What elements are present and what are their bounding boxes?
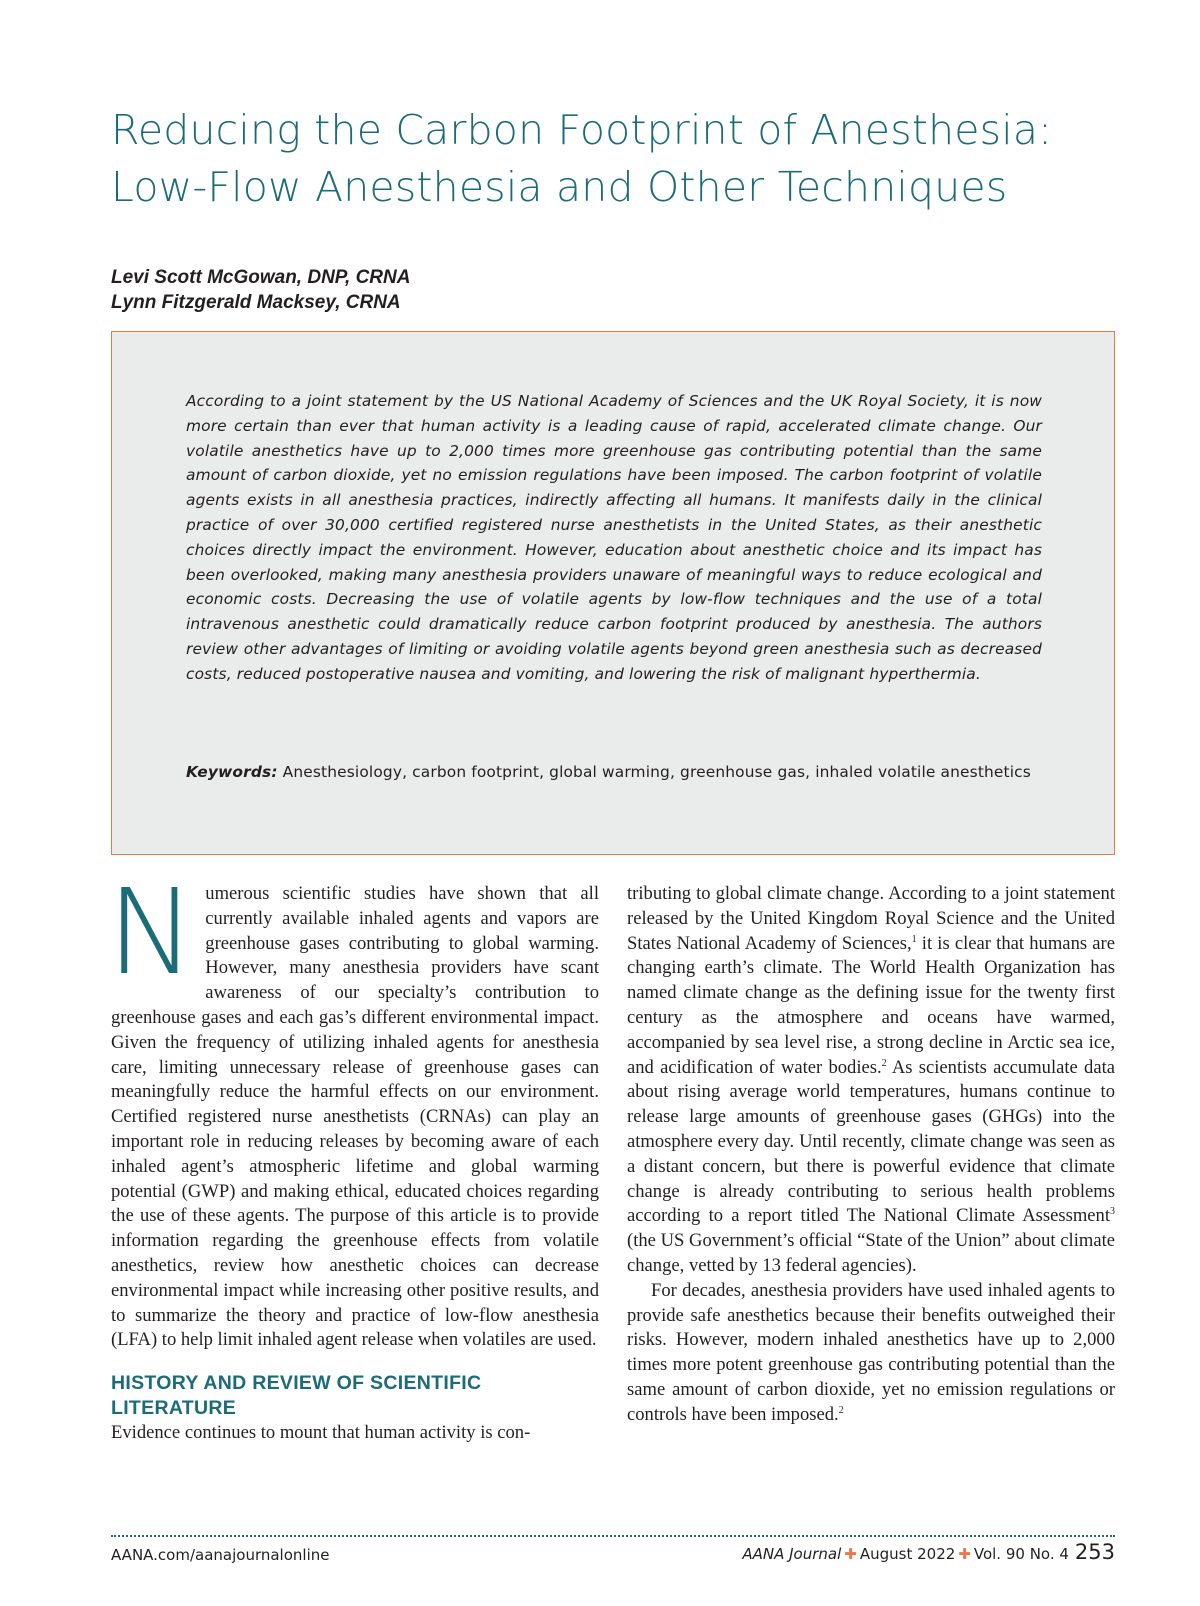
footer-citation bbox=[742, 1539, 1115, 1567]
footer-divider bbox=[111, 1535, 1115, 1537]
citation-ref[interactable]: 3 bbox=[1110, 1206, 1115, 1218]
drop-cap: N bbox=[107, 863, 196, 1001]
section-first-line: Evidence continues to mount that human activity is con- bbox=[111, 1422, 531, 1444]
citation-ref[interactable]: 1 bbox=[911, 933, 917, 945]
body-column-left bbox=[107, 863, 599, 1446]
keywords bbox=[186, 760, 1042, 785]
section-heading: HISTORY AND REVIEW OF SCIENTIFIC LITERATURE bbox=[111, 1372, 482, 1420]
body-column-right bbox=[627, 882, 1115, 1428]
intro-text: umerous scientific studies have shown that all currently available inhaled agents and vapors are greenhouse gases contributing to global warming. However, many anesthesia providers have scant awareness of our specialty’s contribution to greenhouse gases and each gas’s different environmental impact. Given the frequency of utilizing inhaled agents for anesthesia care, limiting unnecessary release of greenhouse gases can meaningfully reduce the harmful effects on our environment. Certified registered nurse anesthetists (CRNAs) can play an important role in reducing releases by becoming aware of each inhaled agent’s atmospheric lifetime and global warming potential (GWP) and making ethical, educated choices regarding the use of these agents. The purpose of this article is to provide information regarding the greenhouse effects from volatile anesthetics, review how anesthetic choices can decrease environmental impact while increasing other positive results, and to summarize the theory and practice of low-flow anesthesia (LFA) to help limit inhaled agent release when volatiles are used. bbox=[111, 883, 599, 1351]
body-text: As scientists accumulate data about rising average world temperatures, humans continue to release large amounts of greenhouse gases (GHGs) into the atmosphere every day. Until recently, climate change was seen as a distant concern, but there is powerful evidence that climate change is already contributing to serious health problems according to a report titled The National Climate Assessment bbox=[627, 1056, 1115, 1227]
abstract-text: According to a joint statement by the US National Academy of Sciences and the UK Royal Society, it is now more certain than ever that human activity is a leading cause of rapid, accelerated climate change. Our volatile anesthetics have up to 2,000 times more greenhouse gas contributing potential than the same amount of carbon dioxide, yet no emission regulations have been imposed. The carbon footprint of volatile agents exists in all anesthesia practices, indirectly affecting all humans. It manifests daily in the clinical practice of over 30,000 certified registered nurse anesthetists in the United States, as their anesthetic choices directly impact the environment. However, education about anesthetic choice and its impact has been overlooked, making many anesthesia providers unaware of meaningful ways to reduce ecological and economic costs. Decreasing the use of volatile agents by low-flow techniques and the use of a total intravenous anesthetic could dramatically reduce carbon footprint produced by anesthesia. The authors review other advantages of limiting or avoiding volatile agents beyond green anesthesia such as decreased costs, reduced postoperative nausea and vomiting, and lowering the risk of malignant hyperthermia. bbox=[186, 392, 1042, 683]
citation-ref[interactable]: 2 bbox=[838, 1404, 844, 1416]
intro-paragraph bbox=[107, 863, 599, 1353]
body-text: it is clear that humans are changing earth’s climate. The World Health Organization has named climate change as the defining issue for the twenty first century as the atmosphere and oceans have warmed, accompanied by sea level rise, a strong decline in Arctic sea ice, and acidification of water bodies. bbox=[627, 932, 1115, 1078]
author-name: Levi Scott McGowan, DNP, CRNA bbox=[111, 267, 411, 288]
title-line-1: Reducing the Carbon Footprint of Anesthesia: bbox=[111, 106, 1053, 154]
body-text: (the US Government’s official “State of the Union” about climate change, vetted by 13 federal agencies). bbox=[627, 1230, 1115, 1276]
citation-ref[interactable]: 2 bbox=[881, 1057, 887, 1069]
author-name: Lynn Fitzgerald Macksey, CRNA bbox=[111, 292, 401, 313]
body-paragraph bbox=[627, 882, 1115, 1279]
author-list bbox=[111, 265, 410, 315]
issue-date: August 2022 bbox=[859, 1545, 956, 1563]
journal-url[interactable]: AANA.com/aanajournalonline bbox=[111, 1546, 330, 1564]
plus-icon: ✚ bbox=[844, 1545, 857, 1563]
body-text: tributing to global climate change. According to a joint statement released by the United Kingdom Royal Science and the United States National Academy of Sciences, bbox=[627, 883, 1115, 954]
abstract-box bbox=[111, 331, 1115, 855]
title-line-2: Low-Flow Anesthesia and Other Techniques bbox=[111, 163, 1008, 211]
keywords-list: Anesthesiology, carbon footprint, global warming, greenhouse gas, inhaled volatile anesthetics bbox=[282, 763, 1031, 781]
volume-issue: Vol. 90 No. 4 bbox=[973, 1545, 1069, 1563]
body-paragraph bbox=[627, 1279, 1115, 1428]
journal-name: AANA Journal bbox=[742, 1545, 842, 1563]
article-title bbox=[111, 102, 1111, 216]
page-number: 253 bbox=[1074, 1540, 1115, 1564]
body-text: For decades, anesthesia providers have used inhaled agents to provide safe anesthetics because their benefits outweighed their risks. However, modern inhaled anesthetics have up to 2,000 times more potent greenhouse gas contributing potential than the same amount of carbon dioxide, yet no emission regulations or controls have been imposed. bbox=[627, 1279, 1115, 1425]
plus-icon: ✚ bbox=[958, 1545, 971, 1563]
keywords-label: Keywords: bbox=[186, 763, 278, 781]
